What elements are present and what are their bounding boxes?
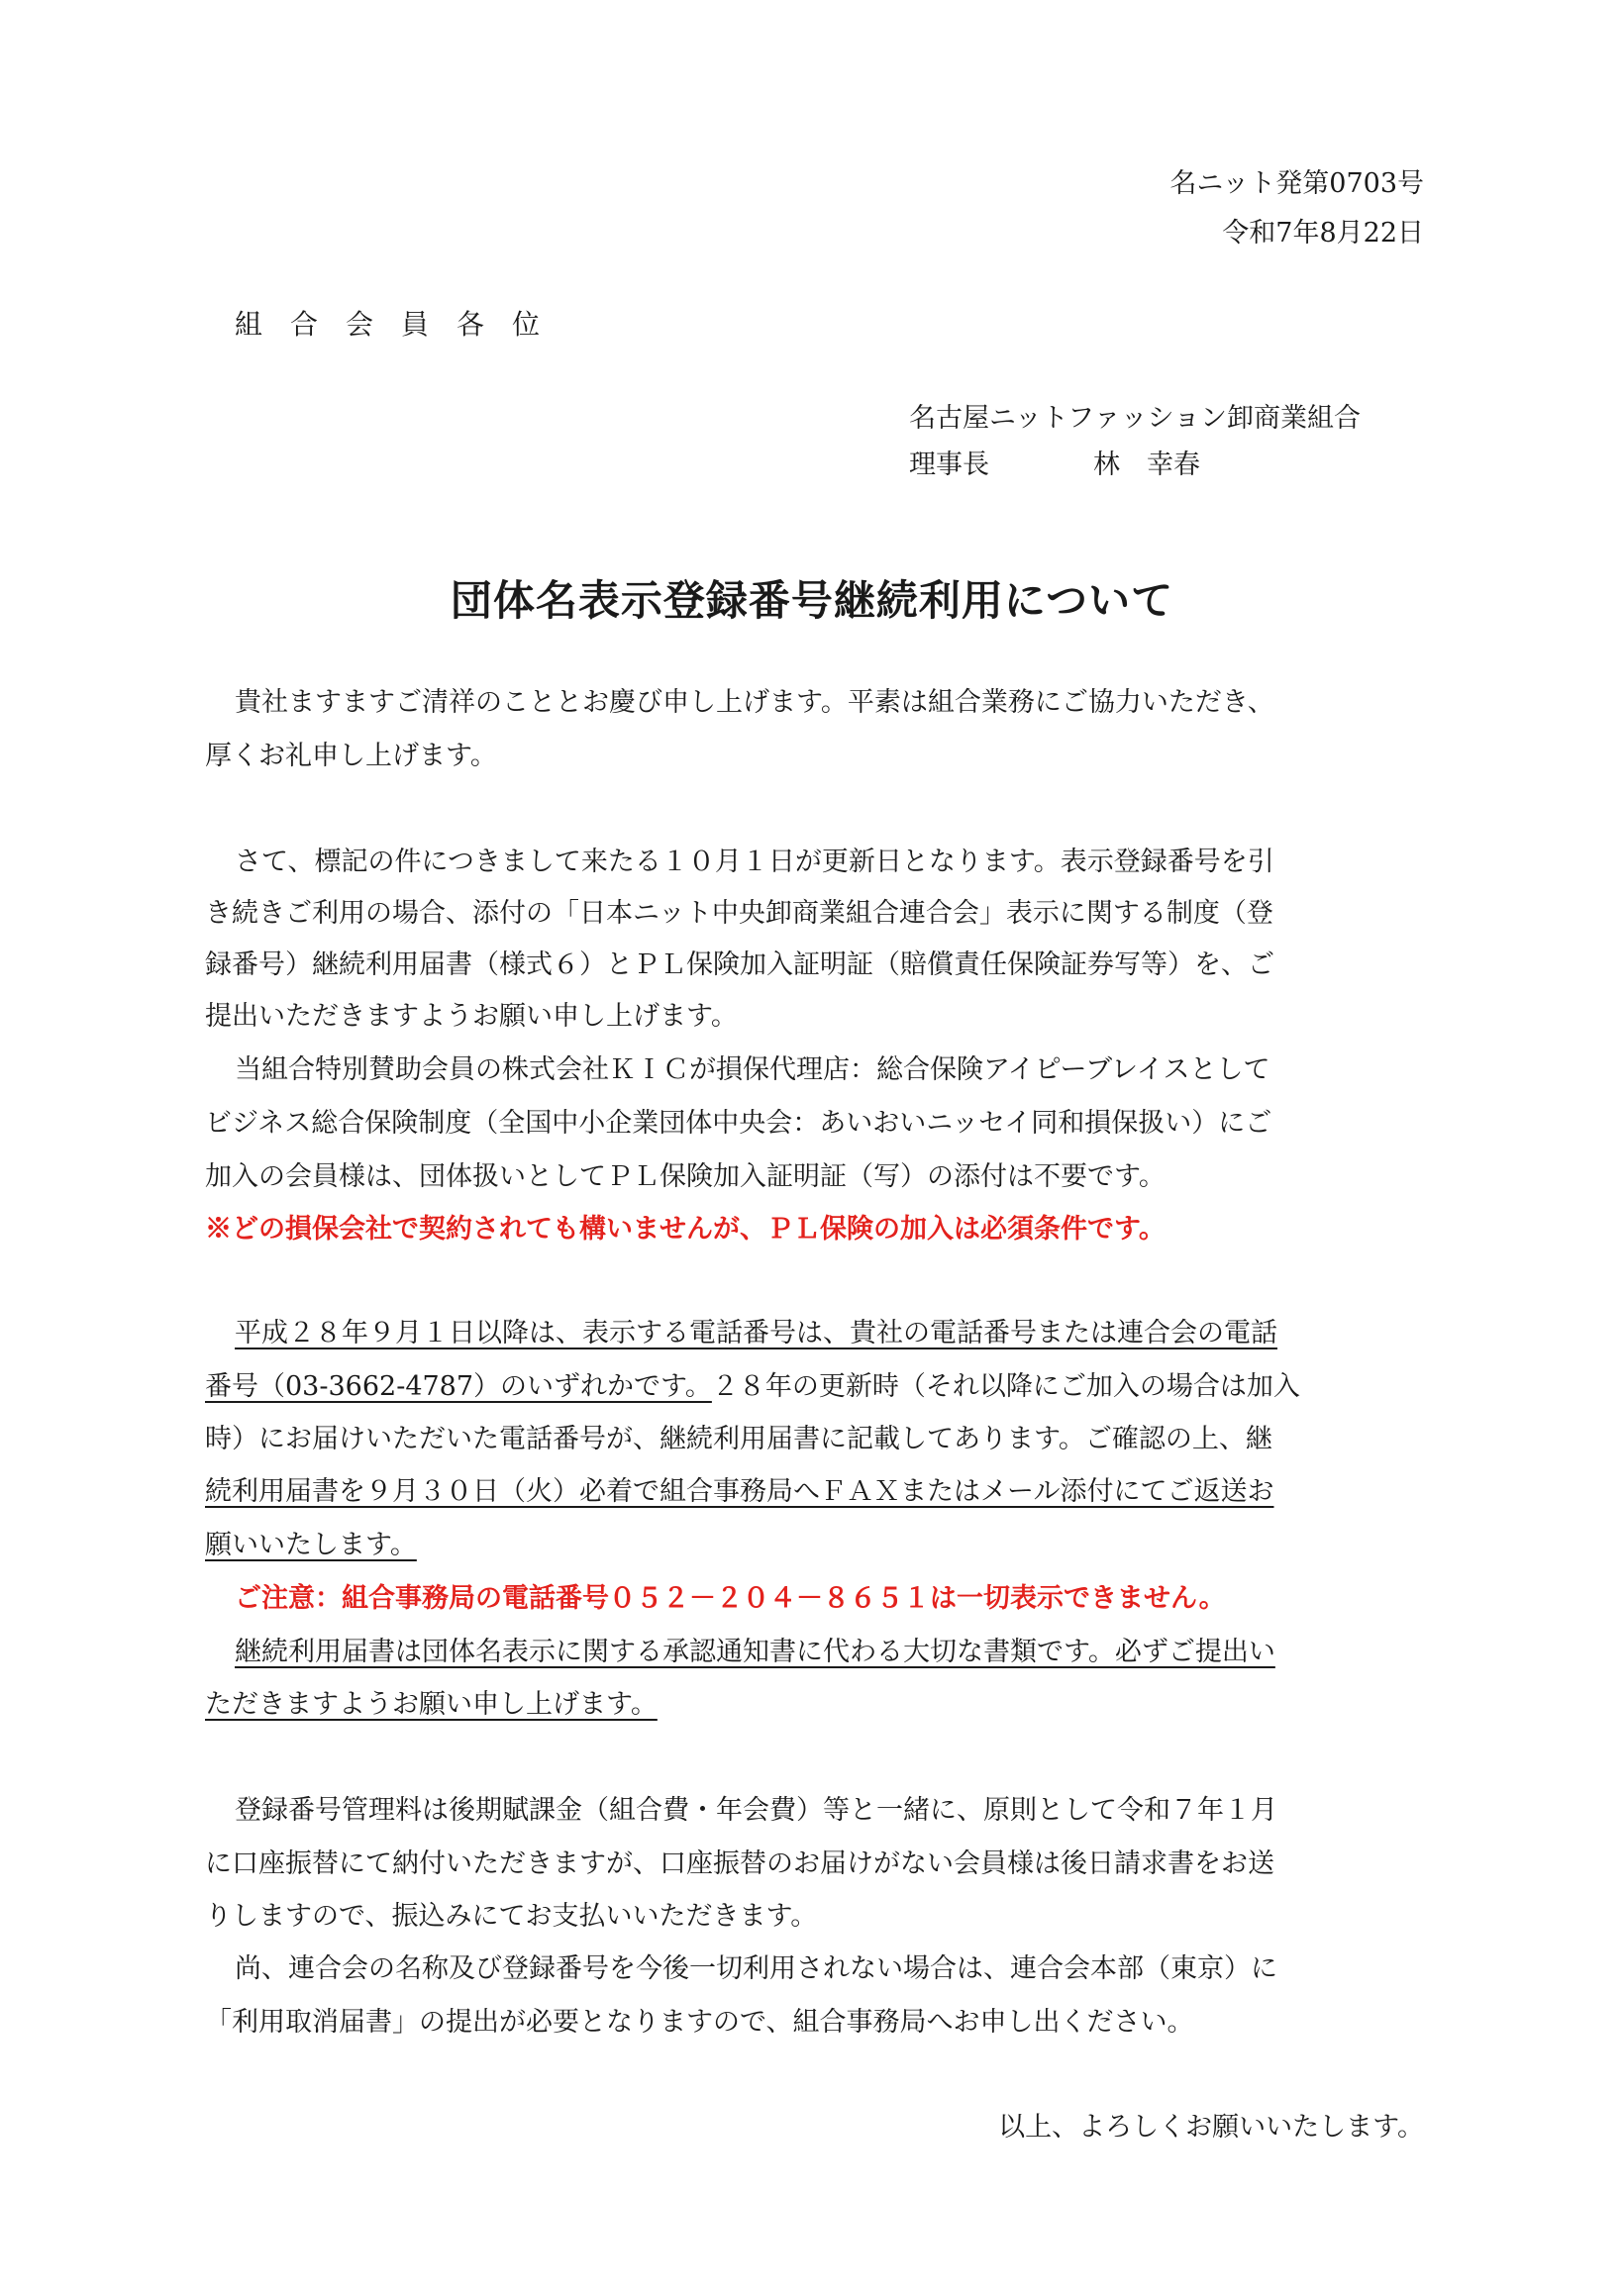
paragraph-4-line-5: 願いいたします。 bbox=[205, 1530, 417, 1560]
paragraph-6-line-3: りしますので、振込みにてお支払いいただきます。 bbox=[205, 1901, 818, 1932]
paragraph-3-line-2: ビジネス総合保険制度（全国中小企業団体中央会：あいおいニッセイ同和損保扱い）にご bbox=[205, 1108, 1272, 1139]
addressee: 組 合 会 員 各 位 bbox=[235, 308, 541, 341]
paragraph-5-line-2: ただきますようお願い申し上げます。 bbox=[205, 1689, 658, 1720]
sender-organization: 名古屋ニットファッション卸商業組合 bbox=[909, 403, 1362, 434]
paragraph-4-line-4: 続利用届書を９月３０日（火）必着で組合事務局へＦＡＸまたはメール添付にてご返送お bbox=[205, 1476, 1274, 1507]
sender-name: 林 幸春 bbox=[1093, 449, 1200, 480]
paragraph-3-line-3: 加入の会員様は、団体扱いとしてＰＬ保険加入証明証（写）の添付は不要です。 bbox=[205, 1161, 1166, 1192]
paragraph-2-line-1: さて、標記の件につきまして来たる１０月１日が更新日となります。表示登録番号を引 bbox=[235, 847, 1274, 877]
paragraph-4-line-3: 時）にお届けいただいた電話番号が、継続利用届書に記載してあります。ご確認の上、継 bbox=[205, 1424, 1272, 1454]
paragraph-4-line-2 bbox=[205, 1364, 1300, 1403]
paragraph-7-line-2: 「利用取消届書」の提出が必要となりますので、組合事務局へお申し出ください。 bbox=[205, 2007, 1194, 2038]
paragraph-2-line-2: き続きご利用の場合、添付の「日本ニット中央卸商業組合連合会」表示に関する制度（登 bbox=[205, 898, 1273, 929]
paragraph-2-line-4: 提出いただきますようお願い申し上げます。 bbox=[205, 1001, 738, 1032]
document-title: 団体名表示登録番号継続利用について bbox=[450, 576, 1174, 625]
paragraph-6-line-2: に口座振替にて納付いただきますが、口座振替のお届けがない会員様は後日請求書をお送 bbox=[205, 1848, 1274, 1879]
closing-remark: 以上、よろしくお願いいたします。 bbox=[998, 2112, 1424, 2143]
office-phone-notice: ご注意：組合事務局の電話番号０５２－２０４－８６５１は一切表示できません。 bbox=[235, 1583, 1226, 1614]
paragraph-6-line-1: 登録番号管理料は後期賦課金（組合費・年会費）等と一緒に、原則として令和７年１月 bbox=[235, 1795, 1277, 1826]
phone-number-underlined: 番号（03-3662-4787）のいずれかです。 bbox=[205, 1371, 712, 1402]
document-date: 令和7年8月22日 bbox=[1222, 218, 1424, 249]
document-number: 名ニット発第0703号 bbox=[1169, 168, 1424, 199]
paragraph-3-line-1: 当組合特別賛助会員の株式会社ＫＩＣが損保代理店：総合保険アイピーブレイスとして bbox=[235, 1054, 1270, 1085]
sender-title: 理事長 bbox=[909, 449, 989, 480]
paragraph-4-line-1: 平成２８年９月１日以降は、表示する電話番号は、貴社の電話番号または連合会の電話 bbox=[235, 1318, 1277, 1348]
pl-insurance-notice: ※どの損保会社で契約されても構いませんが、ＰＬ保険の加入は必須条件です。 bbox=[205, 1214, 1166, 1245]
paragraph-5-line-1: 継続利用届書は団体名表示に関する承認通知書に代わる大切な書類です。必ずご提出い bbox=[235, 1637, 1275, 1667]
paragraph-1-line-2: 厚くお礼申し上げます。 bbox=[205, 741, 497, 771]
paragraph-1-line-1: 貴社ますますご清祥のこととお慶び申し上げます。平素は組合業務にご協力いただき、 bbox=[235, 687, 1274, 718]
paragraph-7-line-1: 尚、連合会の名称及び登録番号を今後一切利用されない場合は、連合会本部（東京）に bbox=[235, 1953, 1277, 1984]
paragraph-2-line-3: 録番号）継続利用届書（様式６）とＰＬ保険加入証明証（賠償責任保険証券写等）を、ご bbox=[205, 949, 1274, 980]
paragraph-4-line-2-rest: ２８年の更新時（それ以降にご加入の場合は加入 bbox=[711, 1371, 1300, 1402]
